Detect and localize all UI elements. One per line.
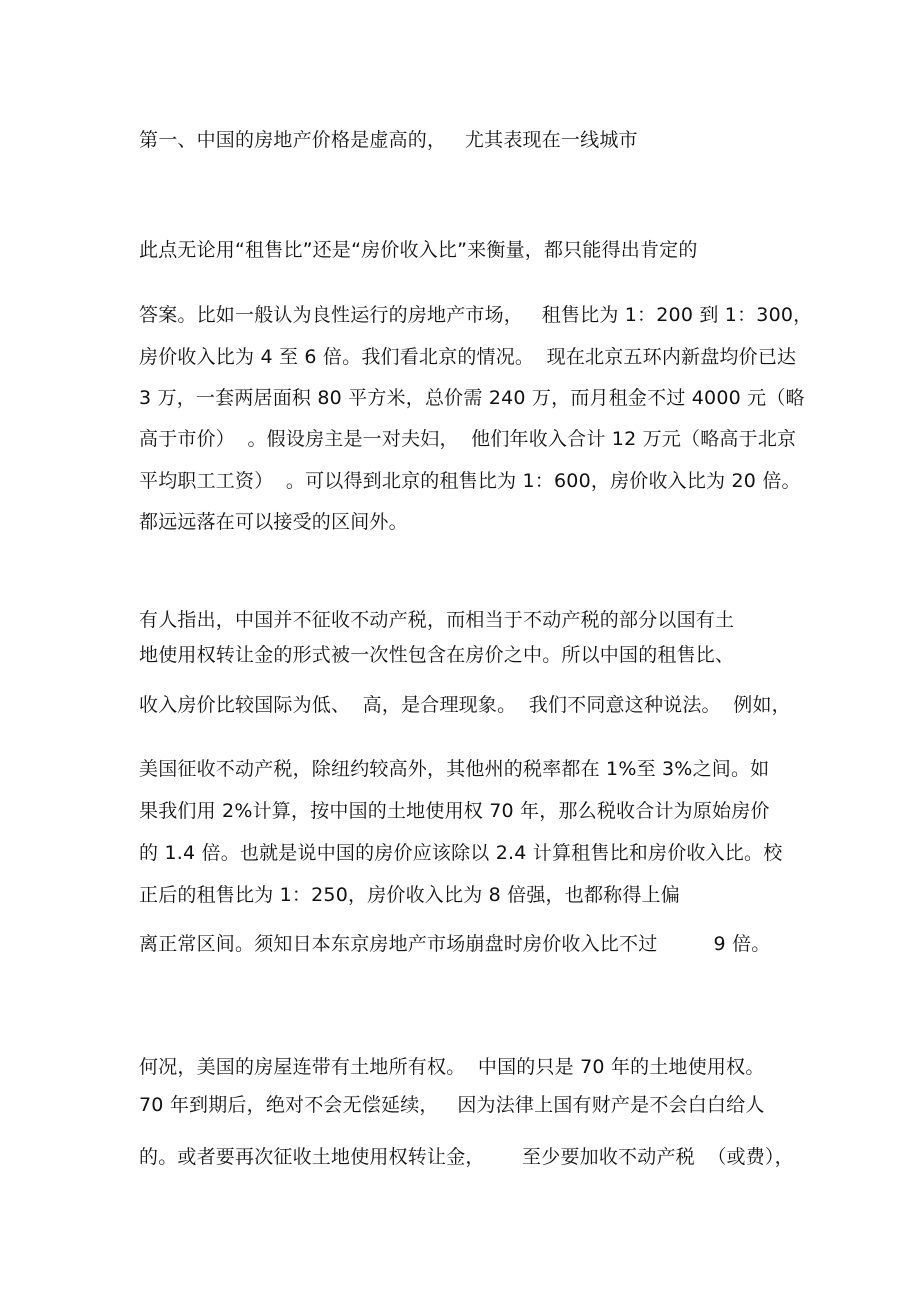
- paragraph-line: 何况，美国的房屋连带有土地所有权。 中国的只是 70 年的土地使用权。: [139, 1056, 765, 1078]
- paragraph-line: 此点无论用“租售比”还是“房价收入比”来衡量，都只能得出肯定的: [139, 239, 698, 261]
- paragraph-line: 的 1.4 倍。也就是说中国的房价应该除以 2.4 计算租售比和房价收入比。校: [139, 842, 783, 864]
- paragraph-line: 房价收入比为 4 至 6 倍。我们看北京的情况。 现在北京五环内新盘均价已达: [139, 346, 797, 368]
- paragraph-line: 有人指出，中国并不征收不动产税，而相当于不动产税的部分以国有土: [139, 609, 735, 631]
- paragraph-line: 3 万，一套两居面积 80 平方米，总价需 240 万，而月租金不过 4000 元（略: [139, 387, 805, 409]
- paragraph-line: 地使用权转让金的形式被一次性包含在房价之中。所以中国的租售比、: [139, 644, 735, 666]
- paragraph-line: 70 年到期后，绝对不会无偿延续， 因为法律上国有财产是不会白白给人: [139, 1094, 765, 1116]
- paragraph-line: 平均职工工资） 。可以得到北京的租售比为 1：600，房价收入比为 20 倍。: [139, 470, 801, 492]
- section-heading: 第一、中国的房地产价格是虚高的， 尤其表现在一线城市: [139, 129, 638, 151]
- paragraph-line: 美国征收不动产税，除纽约较高外，其他州的税率都在 1%至 3%之间。如: [139, 758, 770, 780]
- paragraph-line: 正后的租售比为 1：250，房价收入比为 8 倍强，也都称得上偏: [139, 884, 680, 906]
- paragraph-line: 离正常区间。须知日本东京房地产市场崩盘时房价收入比不过 9 倍。: [139, 933, 771, 955]
- paragraph-line: 的。或者要再次征收土地使用权转让金， 至少要加收不动产税 （或费），: [139, 1146, 794, 1168]
- paragraph-line: 收入房价比较国际为低、 高，是合理现象。 我们不同意这种说法。 例如，: [139, 694, 791, 716]
- paragraph-line: 答案。比如一般认为良性运行的房地产市场， 租售比为 1：200 到 1：300，: [139, 304, 813, 326]
- paragraph-line: 果我们用 2%计算，按中国的土地使用权 70 年，那么税收合计为原始房价: [139, 800, 770, 822]
- paragraph-line: 高于市价） 。假设房主是一对夫妇， 他们年收入合计 12 万元（略高于北京: [139, 428, 797, 450]
- paragraph-line: 都远远落在可以接受的区间外。: [139, 511, 408, 533]
